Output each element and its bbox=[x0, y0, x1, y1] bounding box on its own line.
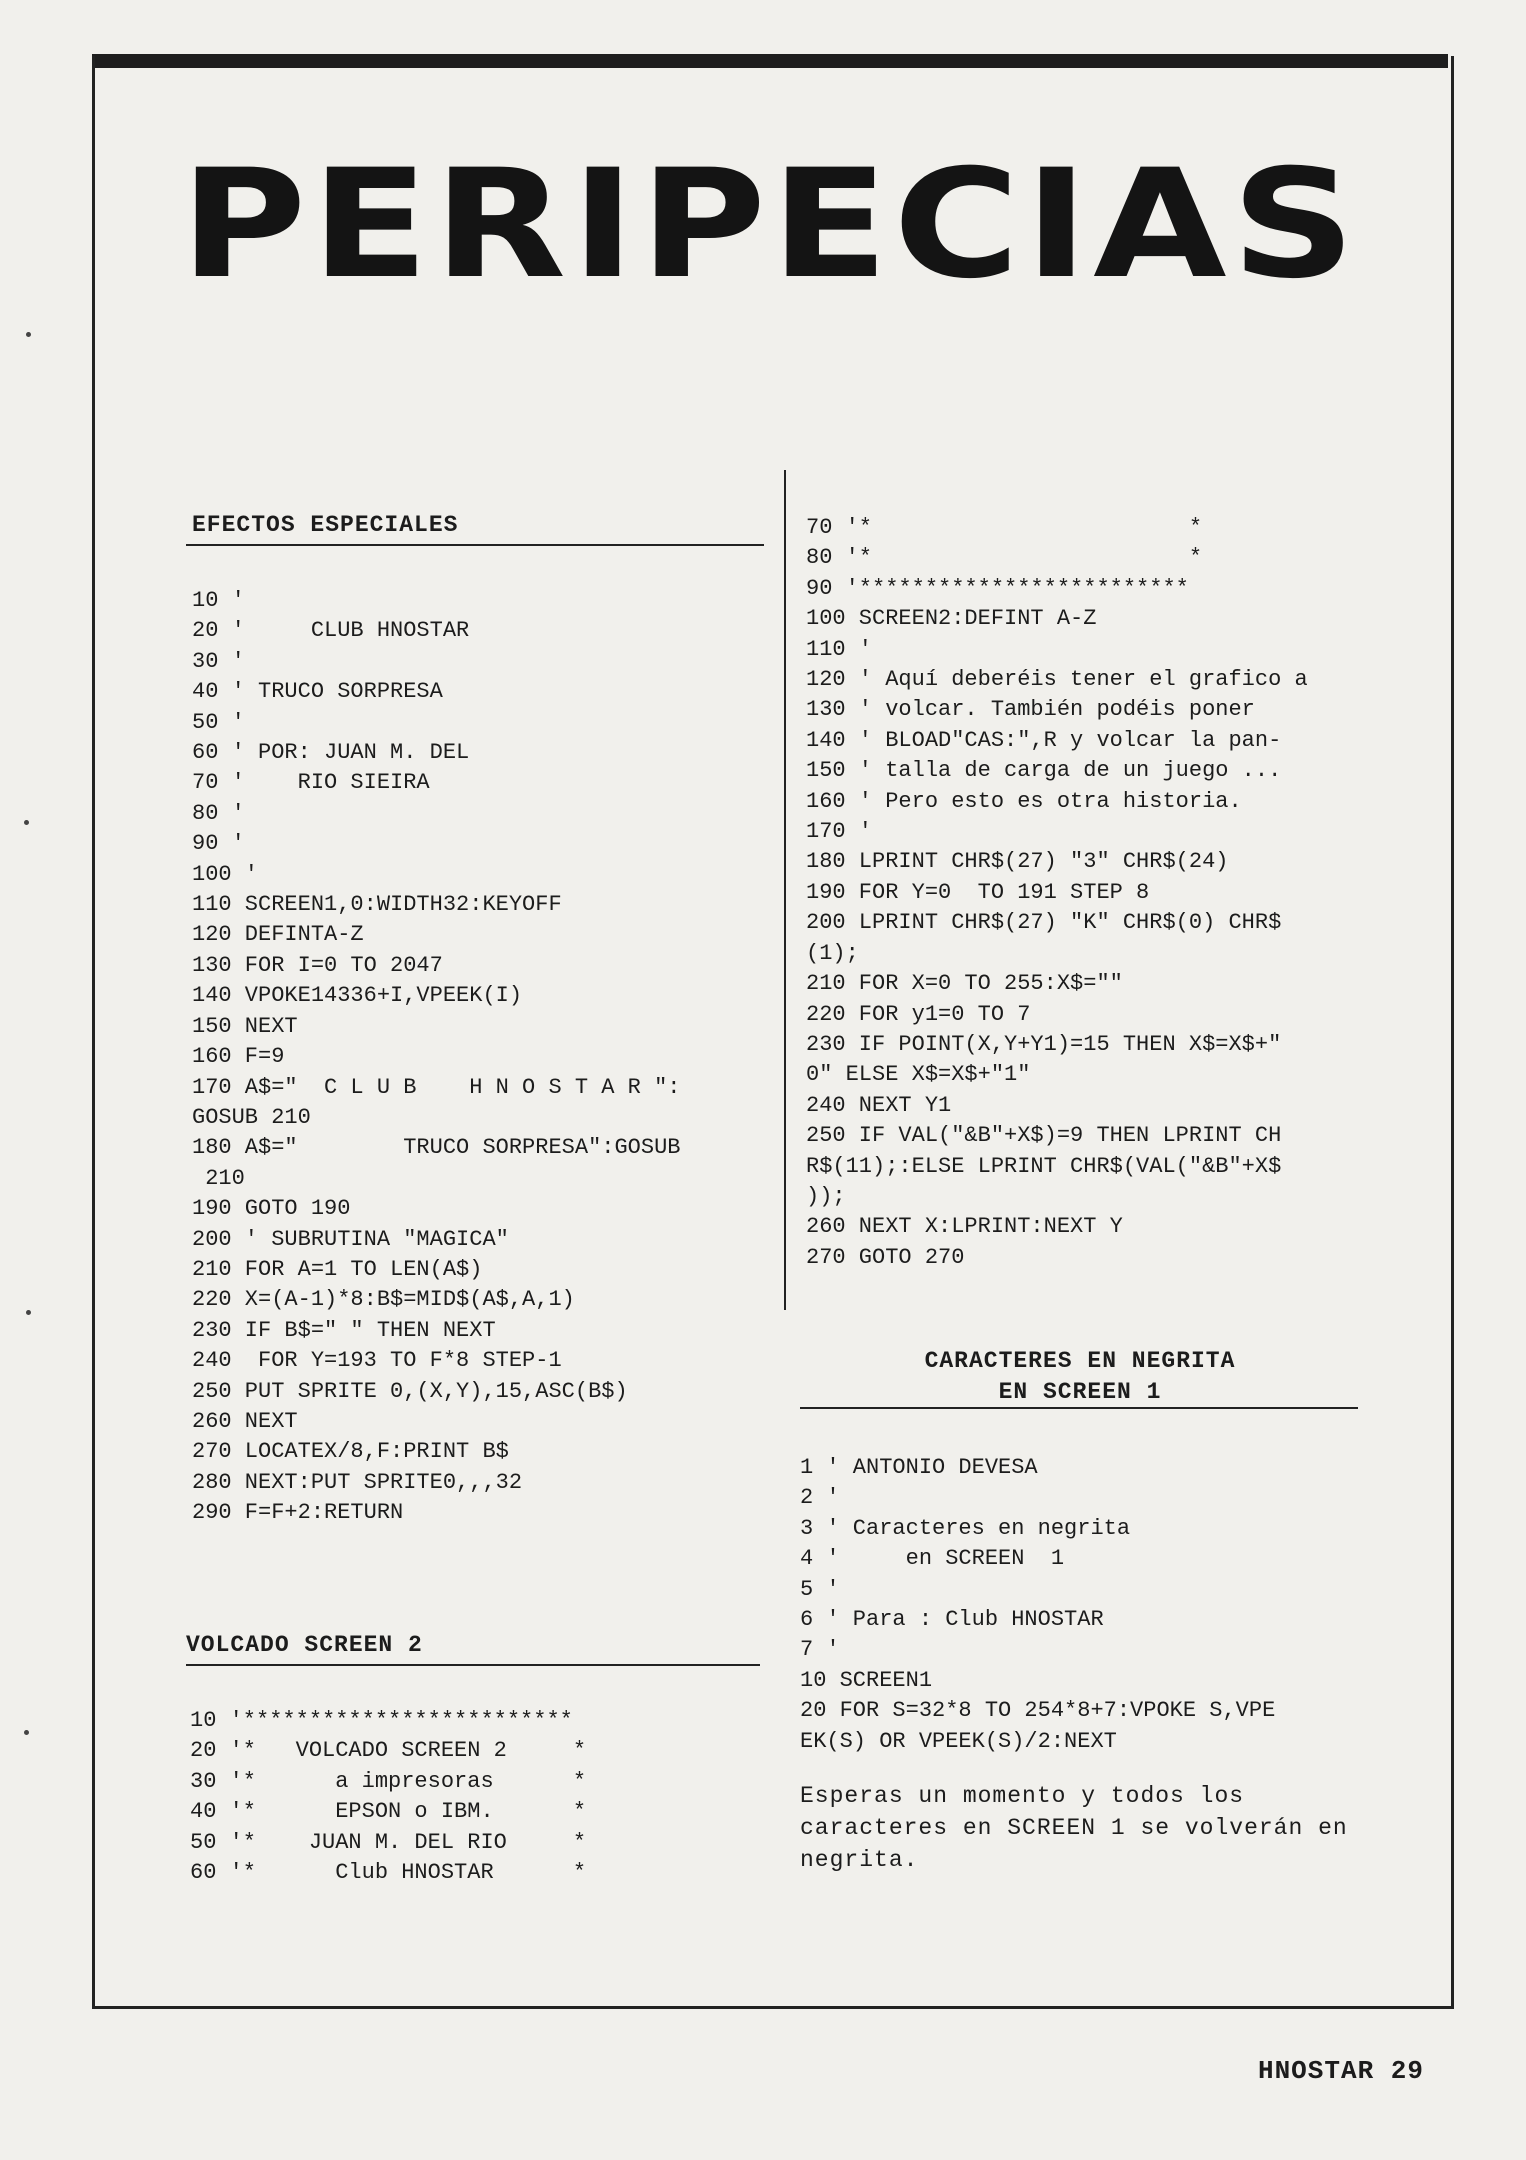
code-line: 270 GOTO 270 bbox=[806, 1244, 965, 1270]
code-line: 1 ' ANTONIO DEVESA bbox=[800, 1455, 1038, 1480]
code-line: 70 '* * bbox=[806, 515, 1203, 540]
code-line: 220 X=(A-1)*8:B$=MID$(A$,A,1) bbox=[192, 1287, 575, 1313]
code-line: 60 '* Club HNOSTAR * bbox=[190, 1860, 587, 1886]
code-line: 80 ' bbox=[192, 800, 245, 826]
code-line: 290 F=F+2:RETURN bbox=[192, 1500, 404, 1526]
binder-hole bbox=[26, 1310, 31, 1315]
code-line: 200 ' SUBRUTINA "MAGICA" bbox=[192, 1226, 509, 1252]
code-line: 180 A$=" TRUCO SORPRESA":GOSUB bbox=[192, 1135, 681, 1161]
code-line: 130 FOR I=0 TO 2047 bbox=[192, 952, 443, 978]
code-line: 150 NEXT bbox=[192, 1013, 298, 1039]
section-rule bbox=[186, 544, 764, 546]
negrita-code-listing bbox=[800, 1453, 1420, 1757]
code-line: 30 '* a impresoras * bbox=[190, 1768, 587, 1794]
code-line: R$(11);:ELSE LPRINT CHR$(VAL("&B"+X$ bbox=[806, 1153, 1282, 1179]
code-line: 6 ' Para : Club HNOSTAR bbox=[800, 1607, 1104, 1633]
code-line: 170 A$=" C L U B H N O S T A R ": bbox=[192, 1074, 681, 1100]
code-line: 10 ' bbox=[192, 588, 245, 613]
code-line: 120 DEFINTA-Z bbox=[192, 922, 364, 948]
code-line: 250 IF VAL("&B"+X$)=9 THEN LPRINT CH bbox=[806, 1123, 1282, 1149]
code-line: 2 ' bbox=[800, 1485, 840, 1511]
code-line: 260 NEXT X:LPRINT:NEXT Y bbox=[806, 1214, 1123, 1240]
code-line: 7 ' bbox=[800, 1637, 840, 1663]
code-line: 50 '* JUAN M. DEL RIO * bbox=[190, 1829, 587, 1855]
code-line: 230 IF B$=" " THEN NEXT bbox=[192, 1317, 496, 1343]
negrita-heading bbox=[800, 1346, 1360, 1408]
binder-hole bbox=[24, 1730, 29, 1735]
code-line: 160 ' Pero esto es otra historia. bbox=[806, 788, 1242, 814]
code-line: (1); bbox=[806, 940, 859, 966]
page-number: HNOSTAR 29 bbox=[1257, 2056, 1424, 2086]
page-title: PERIPECIAS bbox=[180, 138, 1361, 312]
binder-hole bbox=[24, 820, 29, 825]
code-line: 50 ' bbox=[192, 709, 245, 735]
code-line: 170 ' bbox=[806, 819, 873, 845]
code-line: 60 ' POR: JUAN M. DEL bbox=[192, 740, 470, 766]
code-line: 210 FOR A=1 TO LEN(A$) bbox=[192, 1256, 483, 1282]
code-line: )); bbox=[806, 1183, 846, 1209]
code-line: 100 ' bbox=[192, 861, 259, 887]
code-line: 160 F=9 bbox=[192, 1044, 285, 1070]
code-line: 70 ' RIO SIEIRA bbox=[192, 770, 430, 796]
section-rule bbox=[186, 1664, 760, 1666]
code-line: 100 SCREEN2:DEFINT A-Z bbox=[806, 606, 1097, 632]
code-line: 3 ' Caracteres en negrita bbox=[800, 1515, 1131, 1541]
code-line: 40 '* EPSON o IBM. * bbox=[190, 1799, 587, 1825]
code-line: 240 FOR Y=193 TO F*8 STEP-1 bbox=[192, 1348, 562, 1374]
code-line: 130 ' volcar. También podéis poner bbox=[806, 697, 1255, 723]
code-line: 80 '* * bbox=[806, 545, 1203, 571]
efectos-especiales-heading: EFECTOS ESPECIALES bbox=[192, 512, 459, 538]
column-divider bbox=[784, 470, 786, 1310]
code-line: 10 SCREEN1 bbox=[800, 1667, 933, 1693]
code-line: 40 ' TRUCO SORPRESA bbox=[192, 679, 443, 705]
code-line: 230 IF POINT(X,Y+Y1)=15 THEN X$=X$+" bbox=[806, 1031, 1282, 1057]
volcado-code-listing-part2 bbox=[806, 513, 1426, 1273]
code-line: 140 VPOKE14336+I,VPEEK(I) bbox=[192, 983, 523, 1009]
code-line: 280 NEXT:PUT SPRITE0,,,32 bbox=[192, 1469, 523, 1495]
code-line: EK(S) OR VPEEK(S)/2:NEXT bbox=[800, 1728, 1117, 1754]
code-line: 210 bbox=[192, 1165, 245, 1191]
code-line: 140 ' BLOAD"CAS:",R y volcar la pan- bbox=[806, 727, 1282, 753]
negrita-heading-line1: CARACTERES EN NEGRITA bbox=[924, 1348, 1236, 1374]
code-line: 20 '* VOLCADO SCREEN 2 * bbox=[190, 1738, 587, 1764]
code-line: 200 LPRINT CHR$(27) "K" CHR$(0) CHR$ bbox=[806, 910, 1282, 936]
negrita-description: Esperas un momento y todos los caracteres en SCREEN 1 se volverán en negrita. bbox=[800, 1783, 1348, 1873]
code-line: 30 ' bbox=[192, 648, 245, 674]
code-line: 190 FOR Y=0 TO 191 STEP 8 bbox=[806, 879, 1150, 905]
code-line: 210 FOR X=0 TO 255:X$="" bbox=[806, 971, 1123, 997]
code-line: 270 LOCATEX/8,F:PRINT B$ bbox=[192, 1439, 509, 1465]
code-line: 120 ' Aquí deberéis tener el grafico a bbox=[806, 667, 1308, 693]
code-line: 240 NEXT Y1 bbox=[806, 1092, 952, 1118]
code-line: GOSUB 210 bbox=[192, 1104, 311, 1130]
code-line: 260 NEXT bbox=[192, 1408, 298, 1434]
code-line: 250 PUT SPRITE 0,(X,Y),15,ASC(B$) bbox=[192, 1378, 628, 1404]
code-line: 90 ' bbox=[192, 831, 245, 857]
volcado-code-listing-part1 bbox=[190, 1706, 760, 1888]
code-line: 10 '************************* bbox=[190, 1708, 573, 1733]
section-rule bbox=[800, 1407, 1358, 1409]
efectos-code-listing bbox=[192, 586, 762, 1529]
code-line: 90 '************************* bbox=[806, 575, 1189, 601]
volcado-screen2-heading: VOLCADO SCREEN 2 bbox=[186, 1632, 423, 1658]
code-line: 5 ' bbox=[800, 1576, 840, 1602]
code-line: 0" ELSE X$=X$+"1" bbox=[806, 1062, 1031, 1088]
code-line: 190 GOTO 190 bbox=[192, 1196, 351, 1222]
code-line: 4 ' en SCREEN 1 bbox=[800, 1546, 1065, 1572]
binder-hole bbox=[26, 332, 31, 337]
code-line: 20 ' CLUB HNOSTAR bbox=[192, 618, 470, 644]
code-line: 20 FOR S=32*8 TO 254*8+7:VPOKE S,VPE bbox=[800, 1698, 1276, 1724]
negrita-heading-line2: EN SCREEN 1 bbox=[998, 1379, 1162, 1405]
code-line: 150 ' talla de carga de un juego ... bbox=[806, 758, 1282, 784]
code-line: 110 ' bbox=[806, 636, 873, 662]
code-line: 110 SCREEN1,0:WIDTH32:KEYOFF bbox=[192, 892, 562, 918]
code-line: 180 LPRINT CHR$(27) "3" CHR$(24) bbox=[806, 849, 1229, 875]
code-line: 220 FOR y1=0 TO 7 bbox=[806, 1001, 1031, 1027]
